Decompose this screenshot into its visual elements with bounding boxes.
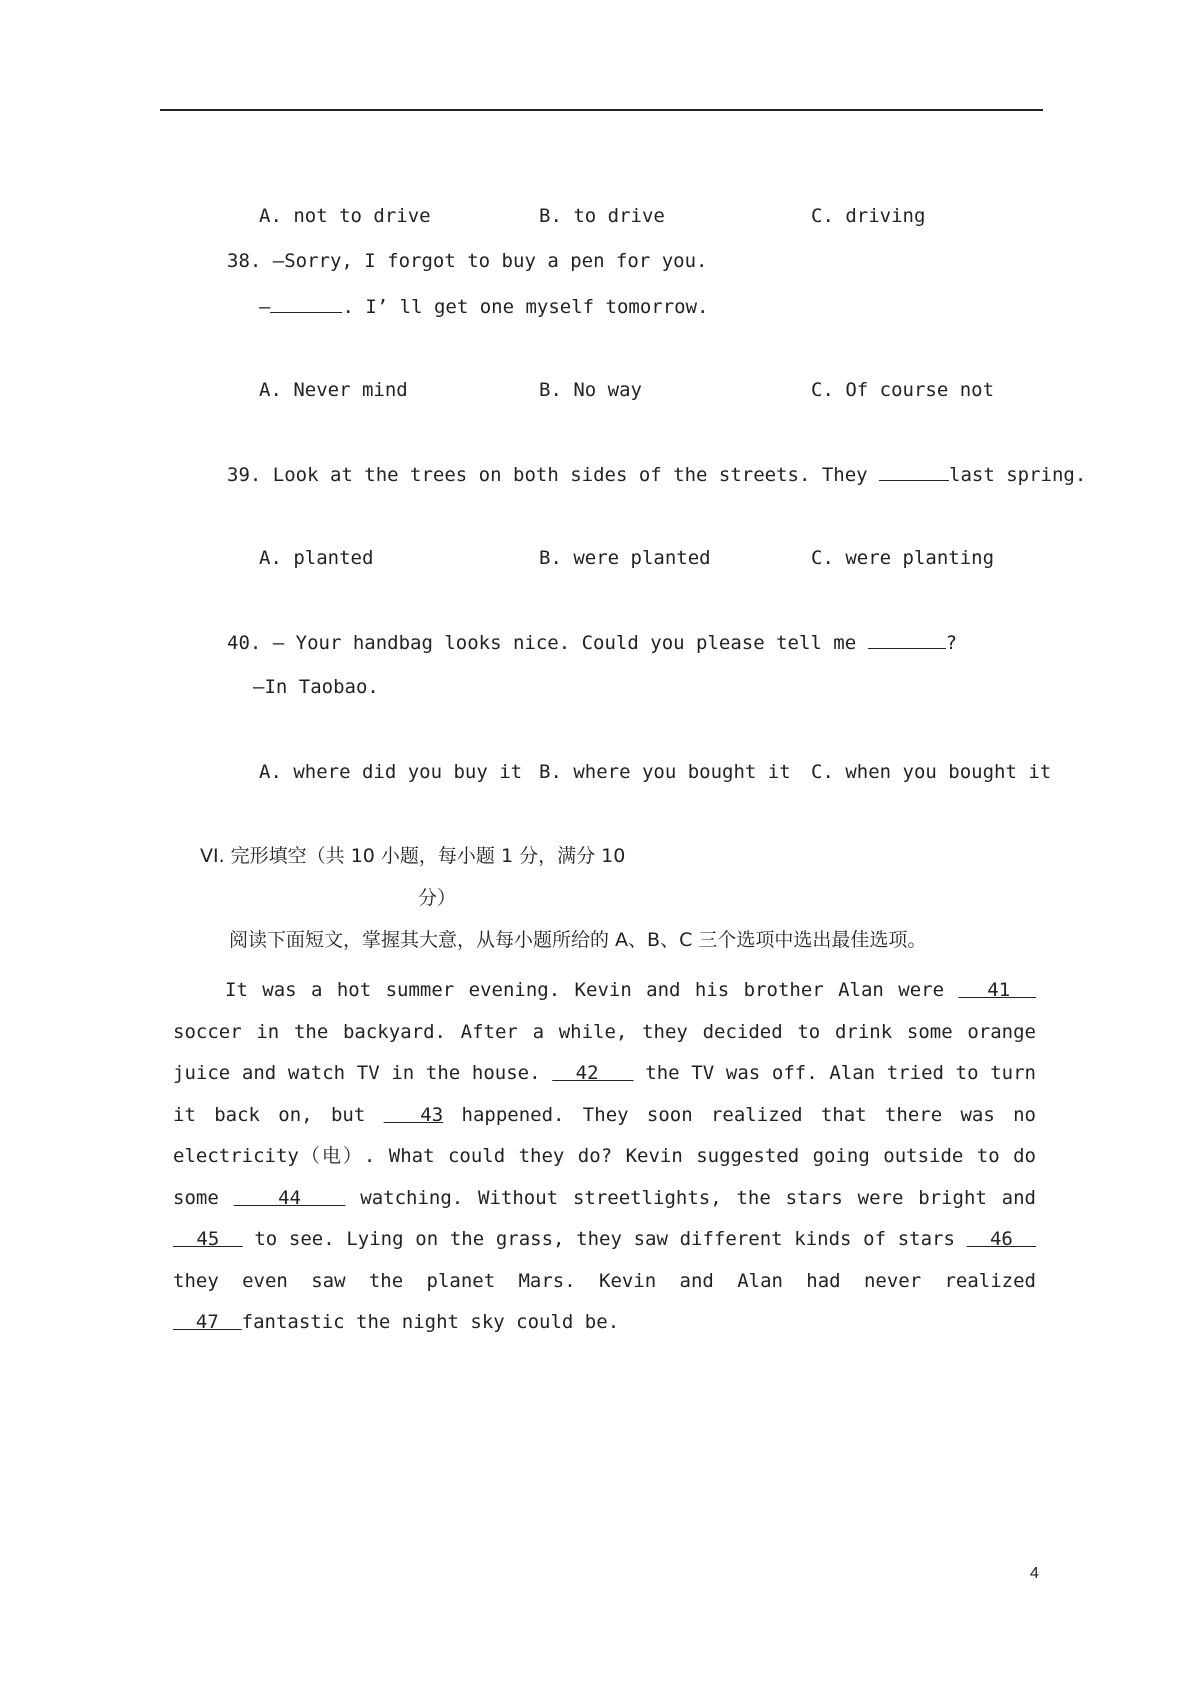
- q38-line1: [227, 249, 707, 273]
- passage-text: It was a hot summer evening. Kevin and his brother Alan were: [225, 979, 959, 1001]
- q39-prompt-before: Look at the trees on both sides of the streets. They: [272, 464, 880, 486]
- section-heading: VI. 完形填空（共 10 小题，每小题 1 分，满分 10: [200, 845, 626, 867]
- blank-44: 44: [233, 1186, 346, 1209]
- q40-number: 40.: [227, 632, 262, 654]
- section-instruction: 阅读下面短文，掌握其大意，从每小题所给的 A、B、C 三个选项中选出最佳选项。: [229, 929, 927, 951]
- blank-42: 42: [552, 1062, 634, 1084]
- q39-blank: [879, 462, 949, 481]
- blank-47: 47: [173, 1311, 242, 1333]
- q39-line: [227, 462, 1086, 487]
- q38-blank: [270, 294, 342, 313]
- q40-option-b: B. where you bought it: [539, 761, 791, 783]
- blank-46: 46: [966, 1228, 1037, 1250]
- q40-prompt-after: ?: [945, 632, 958, 654]
- passage-text: the TV was off. Alan tried to turn it back on, but: [173, 1062, 1036, 1126]
- header-rule: [160, 109, 1043, 111]
- cloze-passage: [173, 970, 1036, 1344]
- q40-blank: [868, 630, 946, 649]
- blank-41: 41: [958, 979, 1037, 1001]
- passage-text: soccer in the backyard. After a while, they decided to drink some orange juice and watch TV in the house.: [173, 1020, 1036, 1084]
- passage-text: they even saw the planet Mars. Kevin and Alan had never realized: [173, 1269, 1036, 1292]
- q40-option-c: C. when you bought it: [811, 761, 1052, 783]
- q38-dash: —: [259, 296, 271, 318]
- q37-option-a: A. not to drive: [259, 205, 431, 227]
- q39-prompt-after: last spring.: [949, 464, 1087, 486]
- q40-prompt-before: – Your handbag looks nice. Could you please tell me: [261, 632, 868, 654]
- q38-option-a: A. Never mind: [259, 379, 408, 401]
- q38-option-c: C. Of course not: [811, 379, 995, 401]
- q38-option-b: B. No way: [539, 379, 642, 401]
- q38-reply: . I’ ll get one myself tomorrow.: [342, 296, 709, 318]
- q37-option-c: C. driving: [811, 205, 926, 227]
- page-number: 4: [1030, 1565, 1039, 1582]
- q39-option-c: C. were planting: [811, 547, 995, 569]
- blank-43: 43: [383, 1103, 444, 1126]
- q38-number: 38.: [227, 250, 262, 272]
- q39-number: 39.: [227, 464, 262, 486]
- section-heading-cont: 分）: [418, 887, 457, 909]
- blank-45: 45: [173, 1228, 243, 1250]
- q40-option-a: A. where did you buy it: [259, 761, 523, 783]
- q39-option-b: B. were planted: [539, 547, 711, 569]
- q37-option-b: B. to drive: [539, 205, 665, 227]
- passage-text: watching. Without streetlights, the stars were bright and: [345, 1186, 1036, 1209]
- passage-text: happened. They soon realized that there was no electricity（电）. What could they do? Kevin suggested going outside to do some: [173, 1103, 1036, 1209]
- passage-text: to see. Lying on the grass, they saw different kinds of stars: [242, 1228, 967, 1250]
- passage-text: fantastic the night sky could be.: [241, 1311, 620, 1333]
- q38-line2: [259, 294, 709, 319]
- q40-answer: —In Taobao.: [253, 676, 379, 698]
- q40-line: [227, 630, 957, 655]
- q38-prompt: —Sorry, I forgot to buy a pen for you.: [272, 250, 708, 272]
- q39-option-a: A. planted: [259, 547, 374, 569]
